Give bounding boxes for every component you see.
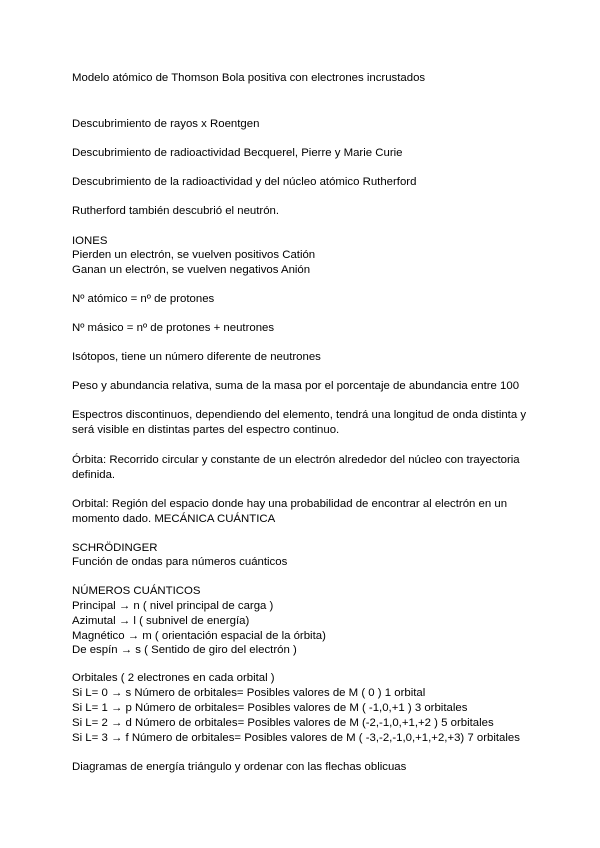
orbitales-l2-line: Si L= 2 → d Número de orbitales= Posibles valores de M (-2,-1,0,+1,+2 ) 5 orbitales — [72, 717, 494, 729]
diagramas-line: Diagramas de energía triángulo y ordenar con las flechas oblicuas — [72, 761, 407, 773]
azimutal-line: Azimutal → l ( subnivel de energía) — [72, 615, 250, 627]
orbital-line-2: momento dado. MECÁNICA CUÁNTICA — [72, 513, 276, 525]
orbitales-l3-line: Si L= 3 → f Número de orbitales= Posibles valores de M ( -3,-2,-1,0,+1,+2,+3) 7 orbitales — [72, 732, 520, 744]
espin-line: De espín → s ( Sentido de giro del electrón ) — [72, 644, 297, 656]
magnetico-line: Magnético → m ( orientación espacial de la órbita) — [72, 630, 326, 642]
thomson-line: Modelo atómico de Thomson Bola positiva con electrones incrustados — [72, 72, 426, 84]
orbitales-heading: Orbitales ( 2 electrones en cada orbital ) — [72, 672, 275, 684]
numero-masico-line: Nº másico = nº de protones + neutrones — [72, 322, 275, 334]
orbital-line-1: Orbital: Región del espacio donde hay una probabilidad de encontrar al electrón en un — [72, 498, 508, 510]
rutherford-nucleo-line: Descubrimiento de la radioactividad y del núcleo atómico Rutherford — [72, 176, 417, 188]
schrodinger-heading: SCHRÖDINGER — [72, 542, 158, 554]
rutherford-neutron-line: Rutherford también descubrió el neutrón. — [72, 205, 280, 217]
orbitales-l1-line: Si L= 1 → p Número de orbitales= Posibles valores de M ( -1,0,+1 ) 3 orbitales — [72, 702, 468, 714]
espectros-line-2: será visible en distintas partes del espectro continuo. — [72, 424, 340, 436]
orbita-line-1: Órbita: Recorrido circular y constante de un electrón alrededor del núcleo con trayectoria — [72, 454, 520, 466]
peso-line: Peso y abundancia relativa, suma de la masa por el porcentaje de abundancia entre 100 — [72, 380, 520, 392]
numeros-cuanticos-heading: NÚMEROS CUÁNTICOS — [72, 585, 201, 597]
iones-anion-line: Ganan un electrón, se vuelven negativos Anión — [72, 264, 311, 276]
orbita-line-2: definida. — [72, 469, 116, 481]
isotopos-line: Isótopos, tiene un número diferente de neutrones — [72, 351, 321, 363]
schrodinger-desc-line: Función de ondas para números cuánticos — [72, 556, 288, 568]
iones-heading: IONES — [72, 235, 108, 247]
radioactividad-line: Descubrimiento de radioactividad Becquerel, Pierre y Marie Curie — [72, 147, 403, 159]
espectros-line-1: Espectros discontinuos, dependiendo del elemento, tendrá una longitud de onda distinta y — [72, 409, 527, 421]
numero-atomico-line: Nº atómico = nº de protones — [72, 293, 215, 305]
orbitales-l0-line: Si L= 0 → s Número de orbitales= Posibles valores de M ( 0 ) 1 orbital — [72, 687, 426, 699]
rayos-x-line: Descubrimiento de rayos x Roentgen — [72, 118, 260, 130]
principal-line: Principal → n ( nivel principal de carga ) — [72, 600, 274, 612]
iones-cation-line: Pierden un electrón, se vuelven positivos Catión — [72, 249, 316, 261]
